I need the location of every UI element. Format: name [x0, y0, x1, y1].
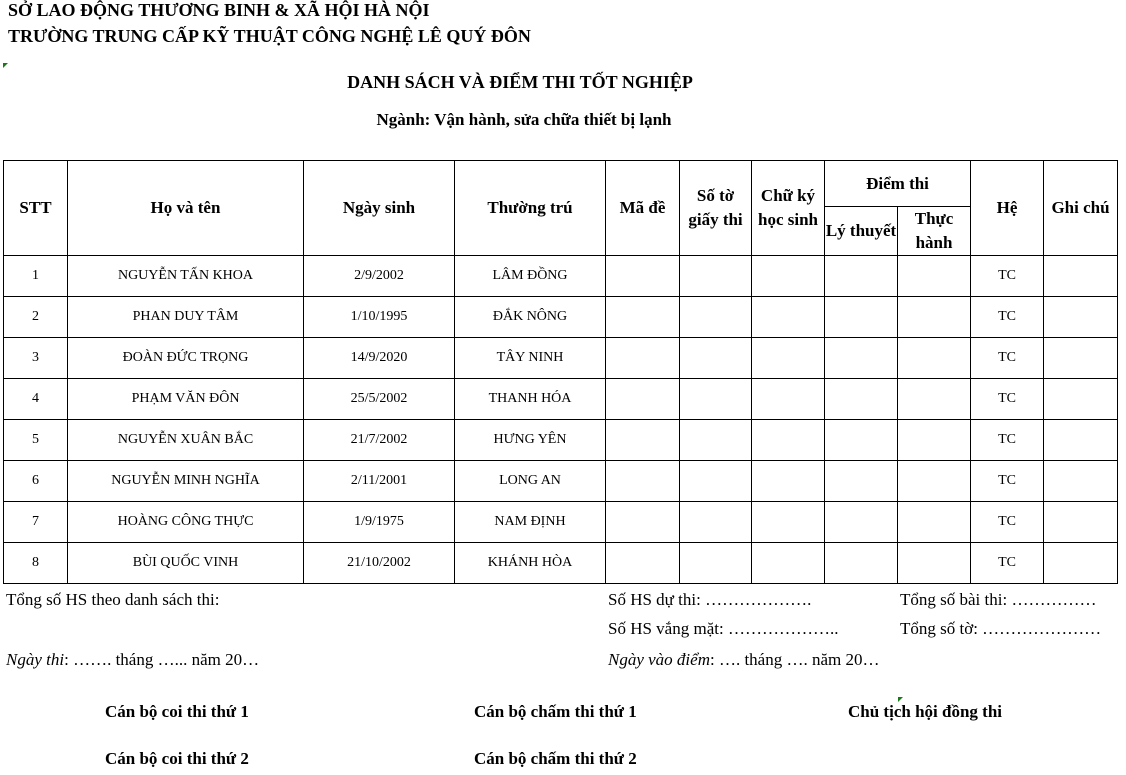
cell-residence: HƯNG YÊN	[455, 420, 606, 461]
cell-residence: KHÁNH HÒA	[455, 543, 606, 584]
cell-dob: 2/11/2001	[304, 461, 455, 502]
table-row	[4, 543, 1118, 584]
department-name: SỞ LAO ĐỘNG THƯƠNG BINH & XÃ HỘI HÀ NỘI	[8, 0, 430, 20]
cell-signature	[752, 420, 825, 461]
cell-exam-code	[606, 502, 680, 543]
cell-theory-score	[825, 420, 898, 461]
table-row	[4, 461, 1118, 502]
cell-stt: 8	[4, 543, 68, 584]
header-sheet-count: Số tờ giấy thi	[680, 161, 752, 256]
cell-dob: 21/10/2002	[304, 543, 455, 584]
cell-stt: 2	[4, 297, 68, 338]
cell-stt: 5	[4, 420, 68, 461]
cell-exam-code	[606, 461, 680, 502]
cell-sheet-count	[680, 502, 752, 543]
cell-system: TC	[971, 502, 1044, 543]
cell-theory-score	[825, 543, 898, 584]
cell-practice-score	[898, 461, 971, 502]
school-name: TRƯỜNG TRUNG CẤP KỸ THUẬT CÔNG NGHỆ LÊ QUÝ ĐÔN	[8, 26, 531, 46]
header-practice: Thực hành	[898, 207, 971, 256]
header-student-signature: Chữ ký học sinh	[752, 161, 825, 256]
cell-practice-score	[898, 338, 971, 379]
cell-system: TC	[971, 256, 1044, 297]
header-dob: Ngày sinh	[304, 161, 455, 256]
cell-exam-code	[606, 338, 680, 379]
cell-exam-code	[606, 420, 680, 461]
exam-date-field	[6, 650, 259, 670]
signature-proctor-2: Cán bộ coi thi thứ 2	[105, 749, 249, 768]
cell-system: TC	[971, 461, 1044, 502]
cell-residence: LÂM ĐỒNG	[455, 256, 606, 297]
cell-signature	[752, 543, 825, 584]
table-row	[4, 338, 1118, 379]
table-row	[4, 297, 1118, 338]
signature-chairman: Chủ tịch hội đồng thi	[848, 702, 1002, 721]
cell-theory-score	[825, 379, 898, 420]
cell-practice-score	[898, 502, 971, 543]
cell-residence: TÂY NINH	[455, 338, 606, 379]
entry-date-label: Ngày vào điểm	[608, 650, 710, 669]
signature-proctor-1: Cán bộ coi thi thứ 1	[105, 702, 249, 721]
cell-practice-score	[898, 256, 971, 297]
document-subtitle: Ngành: Vận hành, sửa chữa thiết bị lạnh	[376, 110, 672, 129]
cell-sheet-count	[680, 256, 752, 297]
signature-grader-2: Cán bộ chấm thi thứ 2	[474, 749, 637, 768]
header-stt: STT	[4, 161, 68, 256]
cell-note	[1044, 420, 1118, 461]
cell-stt: 4	[4, 379, 68, 420]
header-system: Hệ	[971, 161, 1044, 256]
cell-stt: 6	[4, 461, 68, 502]
entry-date-field	[608, 650, 880, 670]
table-row	[4, 420, 1118, 461]
header-theory: Lý thuyết	[825, 207, 898, 256]
table-row	[4, 379, 1118, 420]
cell-sheet-count	[680, 297, 752, 338]
cell-exam-code	[606, 543, 680, 584]
cell-residence: NAM ĐỊNH	[455, 502, 606, 543]
cell-note	[1044, 297, 1118, 338]
total-papers-field: Tổng số bài thi: ……………	[900, 590, 1097, 609]
cell-sheet-count	[680, 379, 752, 420]
cell-practice-score	[898, 420, 971, 461]
header-exam-code: Mã đề	[606, 161, 680, 256]
header-note: Ghi chú	[1044, 161, 1118, 256]
cell-practice-score	[898, 543, 971, 584]
cell-name: NGUYỄN TẤN KHOA	[68, 256, 304, 297]
cell-theory-score	[825, 256, 898, 297]
cell-system: TC	[971, 338, 1044, 379]
cell-name: BÙI QUỐC VINH	[68, 543, 304, 584]
cell-system: TC	[971, 297, 1044, 338]
cell-name: ĐOÀN ĐỨC TRỌNG	[68, 338, 304, 379]
document-title: DANH SÁCH VÀ ĐIỂM THI TỐT NGHIỆP	[347, 72, 693, 92]
cell-signature	[752, 379, 825, 420]
cell-name: PHAN DUY TÂM	[68, 297, 304, 338]
cell-note	[1044, 543, 1118, 584]
cell-signature	[752, 256, 825, 297]
cell-dob: 1/10/1995	[304, 297, 455, 338]
students-absent-field: Số HS vắng mặt: ………………..	[608, 619, 839, 638]
header-residence: Thường trú	[455, 161, 606, 256]
cell-stt: 3	[4, 338, 68, 379]
cell-name: HOÀNG CÔNG THỰC	[68, 502, 304, 543]
cell-sheet-count	[680, 338, 752, 379]
cell-system: TC	[971, 420, 1044, 461]
cell-note	[1044, 379, 1118, 420]
cell-dob: 2/9/2002	[304, 256, 455, 297]
cell-residence: THANH HÓA	[455, 379, 606, 420]
cell-name: NGUYỄN XUÂN BẮC	[68, 420, 304, 461]
exam-results-table	[3, 160, 1118, 584]
cell-sheet-count	[680, 420, 752, 461]
cell-sheet-count	[680, 461, 752, 502]
cell-stt: 1	[4, 256, 68, 297]
exam-date-label: Ngày thi	[6, 650, 65, 669]
header-name: Họ và tên	[68, 161, 304, 256]
cell-note	[1044, 461, 1118, 502]
cell-note	[1044, 256, 1118, 297]
cell-theory-score	[825, 502, 898, 543]
cell-signature	[752, 461, 825, 502]
signature-grader-1: Cán bộ chấm thi thứ 1	[474, 702, 637, 721]
cell-practice-score	[898, 297, 971, 338]
cell-theory-score	[825, 338, 898, 379]
cell-sheet-count	[680, 543, 752, 584]
entry-date-value: : …. tháng …. năm 20…	[709, 650, 880, 669]
cell-practice-score	[898, 379, 971, 420]
header-score-group: Điểm thi	[825, 161, 971, 207]
cell-dob: 21/7/2002	[304, 420, 455, 461]
cell-name: NGUYỄN MINH NGHĨA	[68, 461, 304, 502]
cell-comment-marker	[898, 697, 903, 702]
table-row	[4, 502, 1118, 543]
total-students-label: Tổng số HS theo danh sách thi:	[6, 590, 220, 609]
exam-date-value: : ……. tháng …... năm 20…	[64, 650, 260, 669]
cell-residence: ĐẮK NÔNG	[455, 297, 606, 338]
cell-theory-score	[825, 297, 898, 338]
cell-signature	[752, 338, 825, 379]
total-sheets-field: Tổng số tờ: …………………	[900, 619, 1102, 638]
cell-note	[1044, 338, 1118, 379]
cell-exam-code	[606, 379, 680, 420]
cell-stt: 7	[4, 502, 68, 543]
cell-theory-score	[825, 461, 898, 502]
cell-note	[1044, 502, 1118, 543]
cell-signature	[752, 502, 825, 543]
cell-exam-code	[606, 297, 680, 338]
students-present-field: Số HS dự thi: ……………….	[608, 590, 812, 609]
cell-dob: 14/9/2020	[304, 338, 455, 379]
cell-system: TC	[971, 543, 1044, 584]
cell-signature	[752, 297, 825, 338]
cell-name: PHẠM VĂN ĐÔN	[68, 379, 304, 420]
cell-comment-marker	[3, 63, 8, 68]
cell-system: TC	[971, 379, 1044, 420]
cell-residence: LONG AN	[455, 461, 606, 502]
cell-dob: 1/9/1975	[304, 502, 455, 543]
cell-dob: 25/5/2002	[304, 379, 455, 420]
table-row	[4, 256, 1118, 297]
cell-exam-code	[606, 256, 680, 297]
